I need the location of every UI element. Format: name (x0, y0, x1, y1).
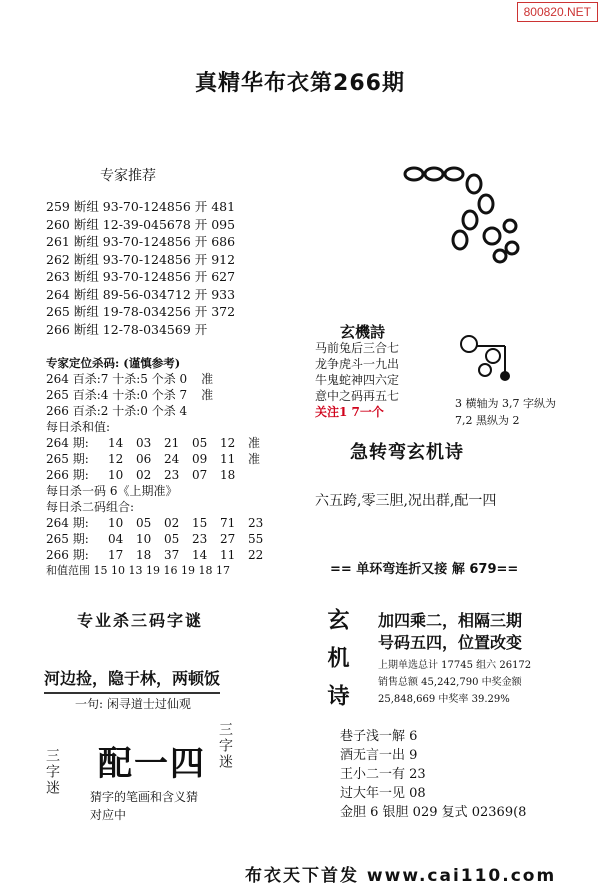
two-code-label: 264 期: (46, 516, 89, 530)
daily-num: 03 (136, 436, 152, 450)
poem-line: 龙争虎斗一九出 (315, 357, 400, 371)
daily-mark (248, 467, 276, 483)
two-code-num: 11 (220, 548, 236, 562)
daily-num: 11 (220, 452, 236, 466)
poem-line: 牛鬼蛇神四六定 (315, 373, 400, 387)
poem3-stat-1: 上期单选总计 17745 组六 26172 (378, 660, 532, 671)
page-title: 真精华布衣第266期 (195, 71, 405, 96)
riddle-heading-text: 专业杀三码字谜 (76, 611, 203, 630)
two-code-num: 17 (108, 548, 124, 562)
expert-heading (100, 165, 156, 185)
history-row: 263 断组 93-70-124856 开 627 (46, 269, 236, 284)
xuanji-vertical-title: 玄机诗 (324, 608, 350, 722)
clue-line: 王小二一有 23 (340, 767, 426, 782)
history-row: 262 断组 93-70-124856 开 912 (46, 251, 236, 267)
two-code-num: 02 (164, 516, 180, 530)
daily-num: 24 (164, 452, 180, 466)
history-row: 259 断组 93-70-124856 开 481 (46, 199, 236, 214)
two-code-heading: 每日杀二码组合: (46, 500, 135, 514)
daily-num: 07 (192, 468, 208, 482)
history-row: 260 断组 12-39-045678 开 095 (46, 216, 236, 232)
two-code-num: 10 (108, 516, 124, 530)
kill-row-mark: 准 (201, 388, 214, 402)
two-code-label: 266 期: (46, 548, 89, 562)
two-code-row (46, 531, 264, 547)
two-code-num: 22 (248, 548, 264, 562)
turn-heading: 急转弯玄机诗 (350, 442, 464, 463)
kill-row-mark: 准 (201, 372, 214, 386)
daily-num: 12 (220, 436, 236, 450)
two-code-num: 37 (164, 548, 180, 562)
kill-row (46, 387, 246, 403)
two-code-num: 10 (136, 532, 152, 546)
poem3-stat-3: 25,848,669 中奖率 39.29% (378, 694, 510, 705)
sum-range-line: 和值范围 15 10 13 19 16 19 18 17 (46, 564, 230, 577)
expert-heading-text: 专家推荐 (100, 168, 156, 184)
kill-row (46, 371, 246, 387)
daily-heading: 每日杀和值: (46, 420, 111, 434)
clue-line: 酒无言一出 9 (340, 748, 418, 763)
daily-num: 06 (136, 452, 152, 466)
daily-row (46, 467, 246, 483)
two-code-num: 23 (248, 516, 264, 530)
riddle-phrase: 河边捡，隐于林，两顿饭 (44, 666, 220, 694)
kill-heading: 专家定位杀码: (谨慎参考) (46, 356, 181, 370)
two-code-label: 265 期: (46, 532, 89, 546)
two-code-row (46, 515, 264, 531)
daily-num: 02 (136, 468, 152, 482)
poem3-line-1: 加四乘二，相隔三期 (378, 611, 523, 630)
riddle-heading (40, 608, 240, 631)
daily-mark: 准 (248, 436, 261, 450)
kill-row-text: 265 百杀:4 十杀:0 个杀 7 (46, 388, 188, 402)
bottom-banner: 布衣天下首发 www.cai110.com (245, 866, 557, 886)
riddle-hint-2: 对应中 (90, 808, 127, 822)
riddle-answer: 配一四 (98, 744, 206, 784)
kill-row-text: 264 百杀:7 十杀:5 个杀 0 (46, 372, 188, 386)
expert-history-list (46, 198, 235, 338)
daily-label: 264 期: (46, 436, 89, 450)
kill-row (46, 403, 246, 419)
beads-drawing (455, 330, 520, 390)
abacus-drawing (400, 160, 530, 270)
daily-label: 265 期: (46, 452, 89, 466)
poem3-stat-2: 销售总额 45,242,790 中奖金额 (378, 677, 522, 688)
clue-line: 过大年一见 08 (340, 786, 426, 801)
daily-num: 12 (108, 452, 124, 466)
one-code-line: 每日杀一码 6《上期准》 (46, 484, 178, 498)
riddle-vertical-right: 三字迷 (217, 722, 233, 770)
two-code-num: 05 (136, 516, 152, 530)
poem-line: 马前兔后三合七 (315, 341, 400, 355)
daily-row (46, 451, 261, 467)
daily-num: 05 (192, 436, 208, 450)
riddle-line: 一句: 闲寻道士过仙观 (75, 697, 191, 711)
two-code-num: 18 (136, 548, 152, 562)
poem-line: 意中之码再五七 (315, 389, 400, 403)
history-row: 264 断组 89-56-034712 开 933 (46, 286, 236, 302)
xuanji-heading: 玄機詩 (340, 323, 386, 341)
xuanji-side-note-2: 7,2 黑纵为 2 (455, 414, 520, 427)
two-code-row (46, 547, 264, 563)
daily-num: 18 (220, 468, 236, 482)
two-code-num: 55 (248, 532, 264, 546)
two-code-num: 23 (192, 532, 208, 546)
focus-line: 关注1 7一个 (315, 405, 384, 419)
daily-num: 21 (164, 436, 180, 450)
final-pick-line: 金胆 6 银胆 029 复式 02369(8 (340, 805, 527, 820)
turn-text: 六五跨,零三胆,况出群,配一四 (315, 493, 497, 509)
bottom-clues (340, 727, 526, 822)
clue-line: 巷子浅一解 6 (340, 729, 418, 744)
kill-row-text: 266 百杀:2 十杀:0 个杀 4 (46, 404, 188, 418)
two-code-num: 14 (192, 548, 208, 562)
two-code-num: 15 (192, 516, 208, 530)
daily-label: 266 期: (46, 468, 89, 482)
poem3-line-2: 号码五四，位置改变 (378, 633, 523, 652)
daily-num: 09 (192, 452, 208, 466)
history-row: 266 断组 12-78-034569 开 (46, 321, 208, 337)
daily-num: 10 (108, 468, 124, 482)
daily-row (46, 435, 261, 451)
daily-num: 23 (164, 468, 180, 482)
site-watermark: 800820.NET (517, 2, 598, 22)
kill-code-section (46, 355, 264, 579)
xuanji-side-note-1: 3 横轴为 3,7 字纵为 (455, 397, 556, 410)
two-code-num: 27 (220, 532, 236, 546)
two-code-num: 04 (108, 532, 124, 546)
loop-line: == 单环弯连折又接 解 679== (330, 562, 519, 577)
xuanji-poem (315, 340, 399, 420)
riddle-hint-1: 猜字的笔画和含义猜 (90, 790, 199, 804)
history-row: 265 断组 19-78-034256 开 372 (46, 304, 236, 319)
daily-num: 14 (108, 436, 124, 450)
history-row: 261 断组 93-70-124856 开 686 (46, 234, 236, 249)
two-code-num: 71 (220, 516, 236, 530)
daily-mark: 准 (248, 452, 261, 466)
riddle-vertical-left: 三字迷 (44, 748, 60, 796)
two-code-num: 05 (164, 532, 180, 546)
